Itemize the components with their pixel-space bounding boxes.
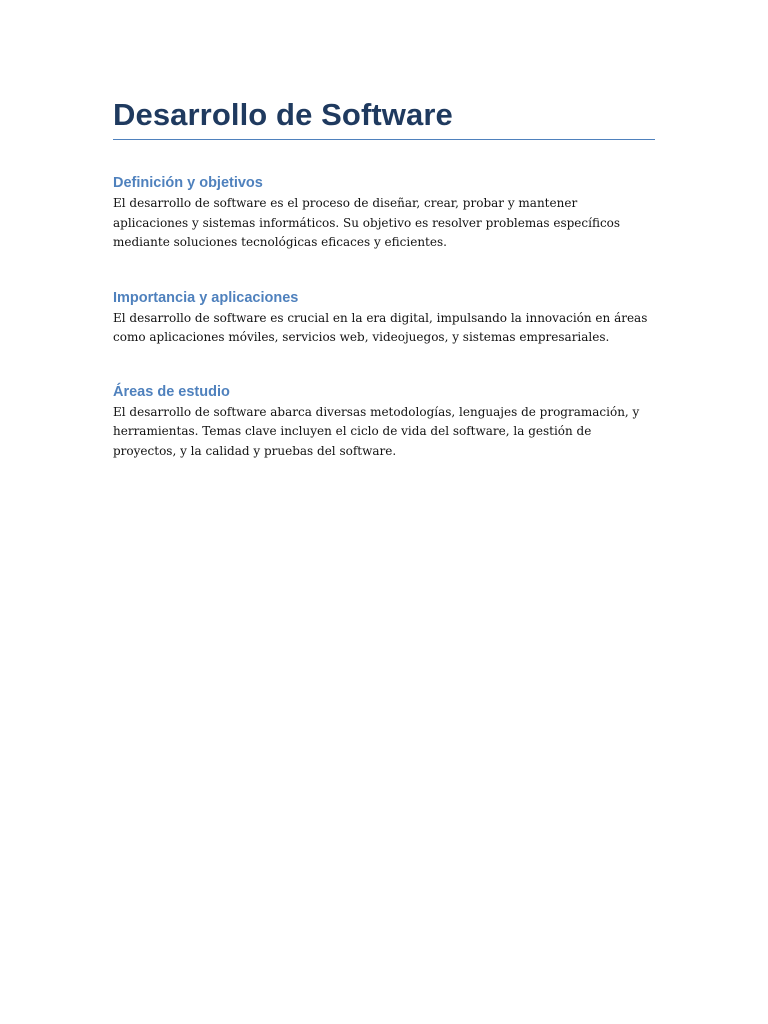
section-areas: [113, 383, 655, 462]
section-body: El desarrollo de software es el proceso de diseñar, crear, probar y mantener aplicaciones y sistemas informáticos. Su objetivo es resolver problemas específicos mediante soluciones tecnológicas eficaces y eficientes.: [113, 196, 621, 249]
section-body: El desarrollo de software abarca diversas metodologías, lenguajes de programación, y herramientas. Temas clave incluyen el ciclo de vida del software, la gestión de proyectos, y la calidad y pruebas del software.: [113, 404, 640, 458]
section-importancia: [113, 289, 655, 348]
section-heading: Áreas de estudio: [113, 383, 230, 400]
section-body: El desarrollo de software es crucial en la era digital, impulsando la innovación en áreas como aplicaciones móviles, servicios web, videojuegos, y sistemas empresariales.: [113, 310, 648, 344]
document-page: [113, 95, 655, 461]
section-heading: Definición y objetivos: [113, 175, 263, 191]
document-title: Desarrollo de Software: [113, 97, 453, 132]
title-divider: [113, 139, 655, 140]
section-definicion: [113, 174, 655, 253]
section-heading: Importancia y aplicaciones: [113, 289, 299, 306]
